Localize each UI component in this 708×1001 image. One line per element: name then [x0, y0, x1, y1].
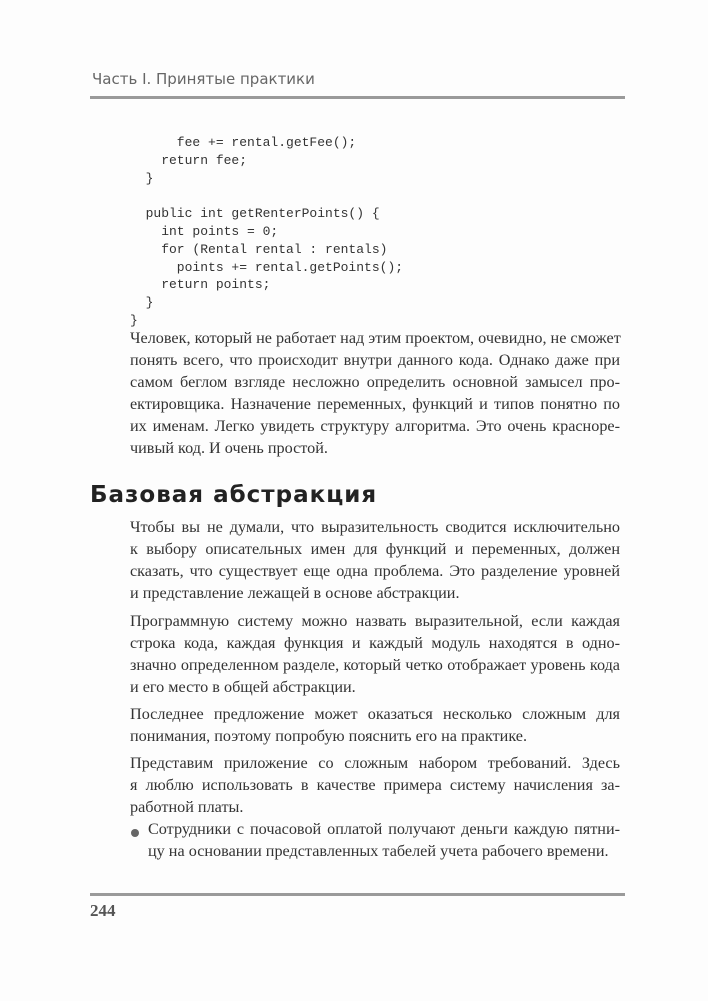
text-line: работной платы.: [130, 798, 244, 816]
text-line: Программную систему можно назвать выразительной, если каждая: [130, 612, 620, 630]
paragraph: [130, 752, 620, 818]
text-line: Чтобы вы не думали, что выразительность сводится исключительно: [130, 518, 620, 536]
code-listing: [130, 134, 403, 330]
text-line: и представление лежащей в основе абстракции.: [130, 584, 460, 602]
text-line: их именам. Легко увидеть структуру алгоритма. Это очень красноре-: [130, 417, 620, 435]
code-line: for (Rental rental : rentals): [130, 241, 388, 257]
code-line: return points;: [130, 277, 271, 293]
page-number: 244: [90, 901, 116, 920]
text-line: Представим приложение со сложным набором требований. Здесь: [130, 754, 620, 772]
code-line: public int getRenterPoints() {: [130, 206, 380, 222]
text-line: и его место в общей абстракции.: [130, 678, 356, 696]
code-line: [130, 187, 403, 205]
code-line: }: [130, 295, 154, 311]
text-line: ектировщика. Назначение переменных, функций и типов понятно по: [130, 395, 620, 413]
text-line: Сотрудники с почасовой оплатой получают деньги каждую пятни-: [148, 820, 620, 838]
running-header: Часть I. Принятые практики: [92, 70, 315, 88]
text-line: чивый код. И очень простой.: [130, 439, 328, 457]
bullet-icon: [131, 829, 139, 837]
text-line: понимания, поэтому попробую пояснить его на практике.: [130, 727, 528, 745]
code-line: return fee;: [130, 152, 248, 168]
paragraph: [130, 516, 620, 604]
paragraph: [130, 327, 620, 459]
paragraph: [130, 610, 620, 698]
code-line: fee += rental.getFee();: [130, 135, 357, 150]
section-heading: Базовая абстракция: [90, 482, 378, 508]
header-rule: [90, 96, 625, 99]
text-line: цу на основании представленных табелей учета рабочего времени.: [148, 842, 609, 860]
text-line: к выбору описательных имен для функций и переменных, должен: [130, 540, 620, 558]
code-line: }: [130, 170, 154, 186]
text-line: Последнее предложение может оказаться несколько сложным для: [130, 705, 620, 723]
text-line: Человек, который не работает над этим проектом, очевидно, не сможет: [130, 329, 621, 347]
text-line: строка кода, каждая функция и каждый модуль находятся в одно-: [130, 634, 620, 652]
text-line: я люблю использовать в качестве примера систему начисления за-: [130, 776, 620, 794]
footer-rule: [90, 893, 625, 896]
text-line: понять всего, что происходит внутри данного кода. Однако даже при: [130, 351, 620, 369]
text-line: сказать, что существует еще одна проблема. Это разделение уровней: [130, 562, 620, 580]
bullet-item: [148, 818, 620, 862]
text-line: значно определенном разделе, который четко отображает уровень кода: [130, 656, 620, 674]
code-line: }: [130, 312, 138, 328]
code-line: points += rental.getPoints();: [130, 259, 404, 275]
code-line: int points = 0;: [130, 223, 279, 239]
text-line: самом беглом взгляде несложно определить основной замысел про-: [130, 373, 620, 391]
paragraph: [130, 703, 620, 747]
